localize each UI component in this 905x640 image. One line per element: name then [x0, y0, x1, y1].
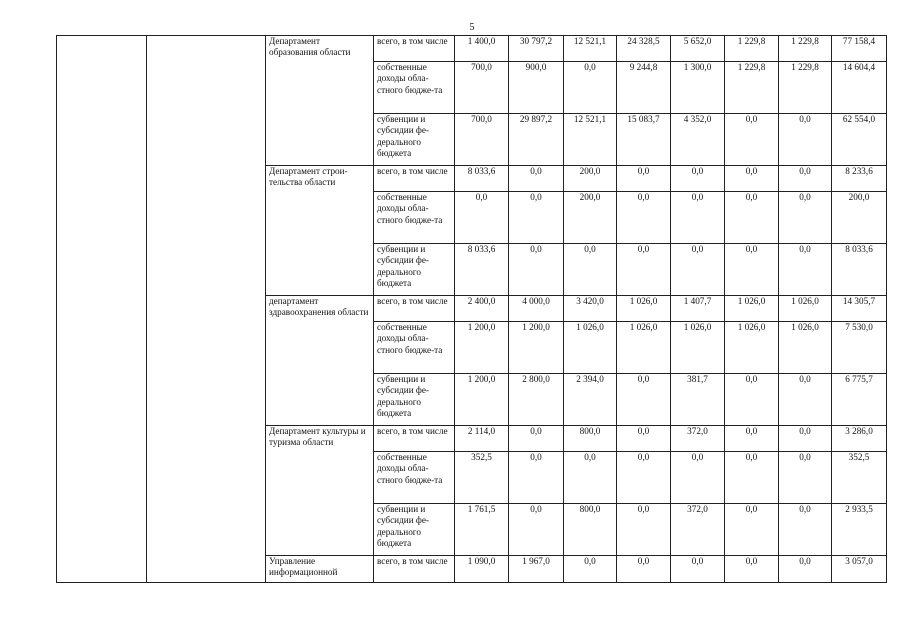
amount-cell	[779, 296, 832, 322]
amount-cell	[564, 426, 617, 452]
amount-cell	[509, 114, 564, 166]
department-name: Департамент образования области	[266, 36, 374, 166]
amount-value: 14 305,7	[842, 296, 876, 306]
amount-value: 1 761,5	[467, 504, 496, 514]
total-value-cell	[832, 504, 887, 556]
amount-value: 0,0	[799, 504, 811, 514]
amount-cell	[455, 426, 509, 452]
amount-value: 0,0	[799, 114, 811, 124]
department-name: Департамент строи-тельства области	[266, 166, 374, 296]
amount-cell	[671, 322, 725, 374]
amount-value: 77 158,4	[842, 36, 876, 46]
amount-value: 0,0	[530, 452, 542, 462]
amount-cell	[617, 374, 671, 426]
amount-value: 12 521,1	[573, 36, 607, 46]
amount-value: 24 328,5	[627, 36, 660, 46]
amount-cell	[725, 374, 779, 426]
funding-type: всего, в том числе	[374, 36, 455, 62]
amount-cell	[617, 322, 671, 374]
amount-cell	[509, 374, 564, 426]
total-value-cell	[832, 296, 887, 322]
amount-cell	[564, 296, 617, 322]
amount-cell	[617, 166, 671, 192]
amount-value: 0,0	[475, 192, 488, 202]
amount-cell	[455, 322, 509, 374]
amount-cell	[455, 114, 509, 166]
amount-value: 1 026,0	[576, 322, 604, 332]
amount-value: 8 033,6	[467, 166, 496, 176]
amount-cell	[455, 244, 509, 296]
amount-cell	[617, 296, 671, 322]
amount-cell	[617, 114, 671, 166]
amount-value: 3 420,0	[576, 296, 604, 306]
funding-type: субвенции и субсидии фе-дерального бюджета	[374, 374, 455, 426]
amount-value: 14 604,4	[842, 62, 876, 72]
amount-cell	[725, 504, 779, 556]
amount-value: 1 026,0	[737, 322, 766, 332]
amount-value: 0,0	[745, 192, 758, 202]
amount-value: 0,0	[584, 556, 596, 566]
amount-cell	[779, 36, 832, 62]
amount-cell	[671, 374, 725, 426]
amount-cell	[779, 322, 832, 374]
total-value-cell	[832, 192, 887, 244]
amount-cell	[455, 556, 509, 583]
amount-value: 8 033,6	[845, 244, 873, 254]
amount-cell	[455, 166, 509, 192]
amount-cell	[617, 62, 671, 114]
amount-value: 800,0	[579, 426, 601, 436]
amount-value: 0,0	[745, 374, 758, 384]
amount-value: 1 026,0	[791, 322, 819, 332]
funding-type: субвенции и субсидии фе-дерального бюджета	[374, 504, 455, 556]
amount-value: 1 026,0	[737, 296, 766, 306]
amount-value: 200,0	[579, 192, 601, 202]
amount-value: 1 026,0	[683, 322, 712, 332]
total-value-cell	[832, 114, 887, 166]
amount-cell	[455, 296, 509, 322]
amount-value: 372,0	[687, 504, 708, 514]
amount-value: 0,0	[745, 426, 758, 436]
amount-cell	[725, 244, 779, 296]
amount-value: 0,0	[530, 426, 542, 436]
amount-value: 1 229,8	[737, 62, 766, 72]
amount-value: 900,0	[525, 62, 547, 72]
amount-value: 372,0	[687, 426, 708, 436]
amount-value: 0,0	[530, 504, 542, 514]
amount-cell	[564, 322, 617, 374]
budget-table	[56, 35, 887, 583]
funding-type: субвенции и субсидии фе-дерального бюджета	[374, 114, 455, 166]
amount-value: 700,0	[471, 114, 492, 124]
amount-value: 352,5	[471, 452, 492, 462]
funding-type: собственные доходы обла-стного бюдже-та	[374, 452, 455, 504]
amount-cell	[725, 114, 779, 166]
amount-cell	[509, 36, 564, 62]
amount-value: 7 530,0	[845, 322, 873, 332]
amount-value: 2 800,0	[522, 374, 550, 384]
amount-cell	[564, 192, 617, 244]
amount-cell	[509, 166, 564, 192]
amount-value: 1 300,0	[683, 62, 712, 72]
amount-value: 3 286,0	[845, 426, 873, 436]
amount-cell	[779, 166, 832, 192]
amount-cell	[725, 426, 779, 452]
amount-cell	[509, 322, 564, 374]
amount-value: 0,0	[584, 62, 596, 72]
amount-cell	[617, 426, 671, 452]
blank-column-2	[147, 36, 266, 583]
amount-value: 0,0	[637, 166, 650, 176]
amount-cell	[779, 452, 832, 504]
amount-cell	[509, 62, 564, 114]
amount-value: 0,0	[637, 426, 650, 436]
amount-value: 29 897,2	[519, 114, 553, 124]
amount-value: 1 400,0	[467, 36, 496, 46]
amount-value: 0,0	[584, 244, 596, 254]
amount-cell	[455, 36, 509, 62]
amount-cell	[779, 374, 832, 426]
amount-value: 0,0	[530, 192, 542, 202]
amount-value: 0,0	[745, 452, 758, 462]
funding-type: всего, в том числе	[374, 166, 455, 192]
amount-cell	[564, 452, 617, 504]
amount-value: 0,0	[799, 166, 811, 176]
amount-value: 0,0	[691, 556, 704, 566]
amount-cell	[617, 192, 671, 244]
funding-type: собственные доходы обла-стного бюдже-та	[374, 322, 455, 374]
amount-value: 1 229,8	[791, 62, 819, 72]
amount-cell	[617, 504, 671, 556]
amount-cell	[725, 166, 779, 192]
amount-value: 1 229,8	[737, 36, 766, 46]
amount-cell	[671, 192, 725, 244]
amount-cell	[779, 244, 832, 296]
amount-value: 30 797,2	[519, 36, 553, 46]
amount-value: 0,0	[799, 426, 811, 436]
amount-value: 1 407,7	[683, 296, 712, 306]
amount-value: 2 394,0	[576, 374, 604, 384]
amount-value: 8 033,6	[467, 244, 496, 254]
amount-value: 0,0	[799, 244, 811, 254]
amount-value: 1 229,8	[791, 36, 819, 46]
amount-cell	[564, 504, 617, 556]
amount-value: 0,0	[691, 192, 704, 202]
amount-cell	[564, 166, 617, 192]
total-value-cell	[832, 426, 887, 452]
amount-value: 4 352,0	[683, 114, 712, 124]
amount-cell	[671, 166, 725, 192]
amount-cell	[455, 192, 509, 244]
table-row	[57, 36, 887, 62]
amount-value: 0,0	[637, 452, 650, 462]
amount-cell	[509, 452, 564, 504]
amount-cell	[725, 452, 779, 504]
amount-cell	[725, 296, 779, 322]
amount-value: 0,0	[745, 504, 758, 514]
amount-value: 2 933,5	[845, 504, 873, 514]
amount-value: 8 233,6	[845, 166, 873, 176]
amount-value: 2 400,0	[467, 296, 496, 306]
amount-cell	[509, 556, 564, 583]
department-name: департамент здравоохранения области	[266, 296, 374, 426]
amount-value: 200,0	[579, 166, 601, 176]
amount-cell	[725, 192, 779, 244]
amount-value: 0,0	[584, 452, 596, 462]
amount-value: 0,0	[799, 452, 811, 462]
amount-value: 0,0	[637, 504, 650, 514]
total-value-cell	[832, 62, 887, 114]
amount-value: 0,0	[530, 244, 542, 254]
amount-cell	[455, 452, 509, 504]
total-value-cell	[832, 374, 887, 426]
department-name: Управление информационной	[266, 556, 374, 583]
amount-value: 9 244,8	[629, 62, 658, 72]
amount-cell	[671, 244, 725, 296]
amount-cell	[564, 374, 617, 426]
amount-value: 0,0	[691, 452, 704, 462]
amount-cell	[455, 504, 509, 556]
funding-type: субвенции и субсидии фе-дерального бюджета	[374, 244, 455, 296]
amount-cell	[564, 244, 617, 296]
amount-value: 1 200,0	[467, 374, 496, 384]
amount-value: 6 775,7	[845, 374, 873, 384]
amount-value: 4 000,0	[522, 296, 550, 306]
amount-value: 0,0	[691, 166, 704, 176]
amount-cell	[617, 452, 671, 504]
amount-value: 0,0	[799, 556, 811, 566]
department-name: Департамент культуры и туризма области	[266, 426, 374, 556]
amount-cell	[671, 452, 725, 504]
amount-value: 1 200,0	[522, 322, 550, 332]
amount-cell	[725, 556, 779, 583]
amount-value: 0,0	[637, 244, 650, 254]
amount-cell	[779, 504, 832, 556]
amount-cell	[671, 426, 725, 452]
total-value-cell	[832, 556, 887, 583]
amount-value: 700,0	[471, 62, 492, 72]
amount-cell	[617, 244, 671, 296]
total-value-cell	[832, 322, 887, 374]
amount-value: 2 114,0	[467, 426, 496, 436]
total-value-cell	[832, 244, 887, 296]
page-number: 5	[469, 22, 475, 33]
amount-cell	[564, 62, 617, 114]
amount-value: 5 652,0	[683, 36, 712, 46]
amount-cell	[671, 556, 725, 583]
funding-type: всего, в том числе	[374, 426, 455, 452]
amount-cell	[671, 36, 725, 62]
amount-value: 1 026,0	[791, 296, 819, 306]
amount-cell	[564, 36, 617, 62]
amount-cell	[779, 192, 832, 244]
amount-value: 1 026,0	[629, 322, 658, 332]
amount-cell	[455, 374, 509, 426]
amount-cell	[617, 36, 671, 62]
total-value-cell	[832, 166, 887, 192]
amount-cell	[725, 322, 779, 374]
amount-cell	[564, 114, 617, 166]
amount-value: 1 967,0	[522, 556, 550, 566]
amount-cell	[509, 192, 564, 244]
amount-value: 0,0	[799, 374, 811, 384]
total-value-cell	[832, 452, 887, 504]
amount-value: 1 200,0	[467, 322, 496, 332]
amount-value: 0,0	[799, 192, 811, 202]
amount-cell	[564, 556, 617, 583]
amount-value: 800,0	[579, 504, 601, 514]
amount-value: 352,5	[848, 452, 870, 462]
amount-cell	[509, 244, 564, 296]
amount-cell	[509, 504, 564, 556]
amount-cell	[671, 296, 725, 322]
amount-value: 0,0	[745, 556, 758, 566]
amount-cell	[617, 556, 671, 583]
amount-value: 0,0	[691, 244, 704, 254]
amount-cell	[509, 426, 564, 452]
amount-value: 0,0	[745, 166, 758, 176]
funding-type: собственные доходы обла-стного бюдже-та	[374, 62, 455, 114]
blank-column-1	[57, 36, 147, 583]
funding-type: всего, в том числе	[374, 296, 455, 322]
amount-cell	[509, 296, 564, 322]
amount-value: 200,0	[848, 192, 870, 202]
amount-cell	[455, 62, 509, 114]
amount-value: 0,0	[745, 244, 758, 254]
funding-type: всего, в том числе	[374, 556, 455, 583]
funding-type: собственные доходы обла-стного бюдже-та	[374, 192, 455, 244]
amount-value: 15 083,7	[627, 114, 660, 124]
amount-cell	[671, 504, 725, 556]
amount-value: 1 026,0	[629, 296, 658, 306]
amount-value: 1 090,0	[467, 556, 496, 566]
amount-cell	[671, 114, 725, 166]
amount-cell	[779, 426, 832, 452]
amount-cell	[725, 36, 779, 62]
amount-value: 3 057,0	[845, 556, 873, 566]
amount-cell	[779, 62, 832, 114]
amount-value: 12 521,1	[573, 114, 607, 124]
amount-value: 0,0	[745, 114, 758, 124]
amount-cell	[779, 114, 832, 166]
amount-cell	[725, 62, 779, 114]
amount-value: 0,0	[637, 556, 650, 566]
amount-value: 0,0	[637, 374, 650, 384]
amount-cell	[779, 556, 832, 583]
amount-value: 0,0	[637, 192, 650, 202]
total-value-cell	[832, 36, 887, 62]
amount-value: 62 554,0	[842, 114, 876, 124]
amount-value: 381,7	[687, 374, 708, 384]
amount-value: 0,0	[530, 166, 542, 176]
amount-cell	[671, 62, 725, 114]
